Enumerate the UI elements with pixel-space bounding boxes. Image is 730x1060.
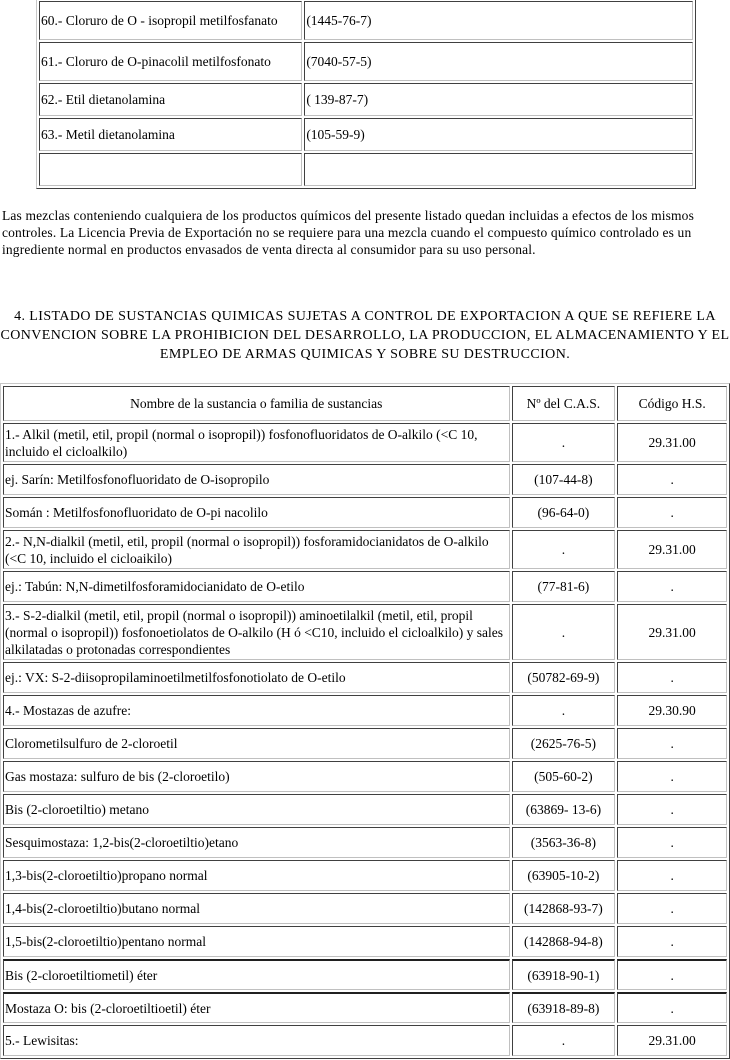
cas-number-cell	[304, 153, 693, 186]
cas-number-cell: (63918-90-1)	[512, 959, 616, 990]
mixtures-note-paragraph: Las mezclas conteniendo cualquiera de los productos químicos del presente listado quedan incluidas a efectos de los mismos controles. La Licencia Previa de Exportación no se requiere para una mezcla cuando el compuesto químico controlado es un ingrediente normal en productos envasados de venta directa al consumidor para su uso personal.	[2, 208, 694, 257]
substance-name-cell: 1,4-bis(2-cloroetiltio)butano normal	[3, 893, 510, 924]
hs-code-cell: .	[617, 959, 727, 990]
table-row	[3, 530, 727, 569]
chemical-name-cell: 61.- Cloruro de O-pinacolil metilfosfonato	[39, 42, 302, 81]
hs-code-cell: .	[617, 893, 727, 924]
cas-number-cell: .	[512, 695, 616, 726]
header-hs-code: Código H.S.	[617, 386, 727, 421]
cas-number-cell: (63869- 13-6)	[512, 794, 616, 825]
table-row	[3, 662, 727, 693]
cas-number-cell: (142868-94-8)	[512, 926, 616, 957]
table-row	[3, 728, 727, 759]
table-row	[3, 497, 727, 528]
cas-number-cell: (505-60-2)	[512, 761, 616, 792]
table-row	[3, 794, 727, 825]
cas-number-cell: .	[512, 530, 616, 569]
table-row	[3, 827, 727, 858]
table-row	[3, 571, 727, 602]
hs-code-cell: .	[617, 926, 727, 957]
table-row	[3, 761, 727, 792]
table-row	[3, 423, 727, 462]
chemical-substances-table	[0, 383, 730, 1059]
hs-code-cell: .	[617, 761, 727, 792]
substance-name-cell: Clorometilsulfuro de 2-cloroetil	[3, 728, 510, 759]
hs-code-cell: 29.31.00	[617, 1025, 727, 1056]
hs-code-cell: 29.31.00	[617, 604, 727, 660]
table-row	[3, 695, 727, 726]
table-row	[3, 464, 727, 495]
substance-name-cell: Gas mostaza: sulfuro de bis (2-cloroetilo)	[3, 761, 510, 792]
table-row	[3, 860, 727, 891]
cas-number-cell: (63918-89-8)	[512, 992, 616, 1023]
table-row	[3, 959, 727, 990]
substance-name-cell: 3.- S-2-dialkil (metil, etil, propil (normal o isopropil)) aminoetilalkil (metil, etil, propil (normal o isopropil)) fosfonoetiolatos de O-alkilo (H ó <C10, incluido el cicloalkilo) y sales alkilatadas o protonadas correspondientes	[3, 604, 510, 660]
cas-number-cell: (96-64-0)	[512, 497, 616, 528]
hs-code-cell: 29.31.00	[617, 530, 727, 569]
table-row	[3, 992, 727, 1023]
hs-code-cell: .	[617, 794, 727, 825]
hs-code-cell: .	[617, 992, 727, 1023]
hs-code-cell: .	[617, 464, 727, 495]
chemical-name-cell: 63.- Metil dietanolamina	[39, 118, 302, 151]
table-row	[39, 42, 693, 81]
table-row	[3, 926, 727, 957]
chemical-name-cell	[39, 153, 302, 186]
cas-number-cell: (50782-69-9)	[512, 662, 616, 693]
table-row	[39, 83, 693, 116]
substance-name-cell: 1.- Alkil (metil, etil, propil (normal o isopropil)) fosfonofluoridatos de O-alkilo (<C 10, incluido el cicloalkilo)	[3, 423, 510, 462]
substance-name-cell: ej.: VX: S-2-diisopropilaminoetilmetilfosfonotiolato de O-etilo	[3, 662, 510, 693]
cas-number-cell: ( 139-87-7)	[304, 83, 693, 116]
cas-number-cell: (7040-57-5)	[304, 42, 693, 81]
table-row	[39, 153, 693, 186]
section-4-heading: 4. LISTADO DE SUSTANCIAS QUIMICAS SUJETAS A CONTROL DE EXPORTACION A QUE SE REFIERE LA CONVENCION SOBRE LA PROHIBICION DEL DESARROLLO, LA PRODUCCION, EL ALMACENAMIENTO Y EL EMPLEO DE ARMAS QUIMICAS Y SOBRE SU DESTRUCCION.	[0, 309, 730, 362]
substance-name-cell: 2.- N,N-dialkil (metil, etil, propil (normal o isopropil)) fosforamidocianidatos de O-alkilo (<C 10, incluido el cicloaikilo)	[3, 530, 510, 569]
chemical-name-cell: 60.- Cloruro de O - isopropil metilfosfanato	[39, 1, 302, 40]
cas-number-cell: (63905-10-2)	[512, 860, 616, 891]
hs-code-cell: .	[617, 827, 727, 858]
hs-code-cell: .	[617, 662, 727, 693]
table-row	[39, 1, 693, 40]
cas-number-cell: .	[512, 604, 616, 660]
cas-number-cell: (1445-76-7)	[304, 1, 693, 40]
cas-number-cell: (142868-93-7)	[512, 893, 616, 924]
substance-name-cell: 4.- Mostazas de azufre:	[3, 695, 510, 726]
table-row	[3, 893, 727, 924]
substance-name-cell: Somán : Metilfosfonofluoridato de O-pi nacolilo	[3, 497, 510, 528]
cas-continuation-table	[36, 0, 696, 189]
substance-name-cell: Mostaza O: bis (2-cloroetiltioetil) éter	[3, 992, 510, 1023]
substance-name-cell: Bis (2-cloroetiltiometil) éter	[3, 959, 510, 990]
substance-name-cell: ej. Sarín: Metilfosfonofluoridato de O-isopropilo	[3, 464, 510, 495]
substance-name-cell: 1,3-bis(2-cloroetiltio)propano normal	[3, 860, 510, 891]
substance-name-cell: 1,5-bis(2-cloroetiltio)pentano normal	[3, 926, 510, 957]
header-substance-name: Nombre de la sustancia o familia de sustancias	[3, 386, 510, 421]
table-row	[3, 1025, 727, 1056]
cas-number-cell: (3563-36-8)	[512, 827, 616, 858]
table-row	[39, 118, 693, 151]
chemical-name-cell: 62.- Etil dietanolamina	[39, 83, 302, 116]
hs-code-cell: .	[617, 497, 727, 528]
cas-number-cell: (77-81-6)	[512, 571, 616, 602]
cas-number-cell: (107-44-8)	[512, 464, 616, 495]
hs-code-cell: .	[617, 860, 727, 891]
cas-number-cell: .	[512, 423, 616, 462]
substance-name-cell: 5.- Lewisitas:	[3, 1025, 510, 1056]
cas-number-cell: (105-59-9)	[304, 118, 693, 151]
hs-code-cell: 29.30.90	[617, 695, 727, 726]
substance-name-cell: Sesquimostaza: 1,2-bis(2-cloroetiltio)etano	[3, 827, 510, 858]
substance-name-cell: Bis (2-cloroetiltio) metano	[3, 794, 510, 825]
cas-number-cell: .	[512, 1025, 616, 1056]
table-header-row	[3, 386, 727, 421]
hs-code-cell: .	[617, 571, 727, 602]
hs-code-cell: 29.31.00	[617, 423, 727, 462]
hs-code-cell: .	[617, 728, 727, 759]
cas-number-cell: (2625-76-5)	[512, 728, 616, 759]
header-cas-number: Nº del C.A.S.	[512, 386, 616, 421]
table-row	[3, 604, 727, 660]
substance-name-cell: ej.: Tabún: N,N-dimetilfosforamidocianidato de O-etilo	[3, 571, 510, 602]
